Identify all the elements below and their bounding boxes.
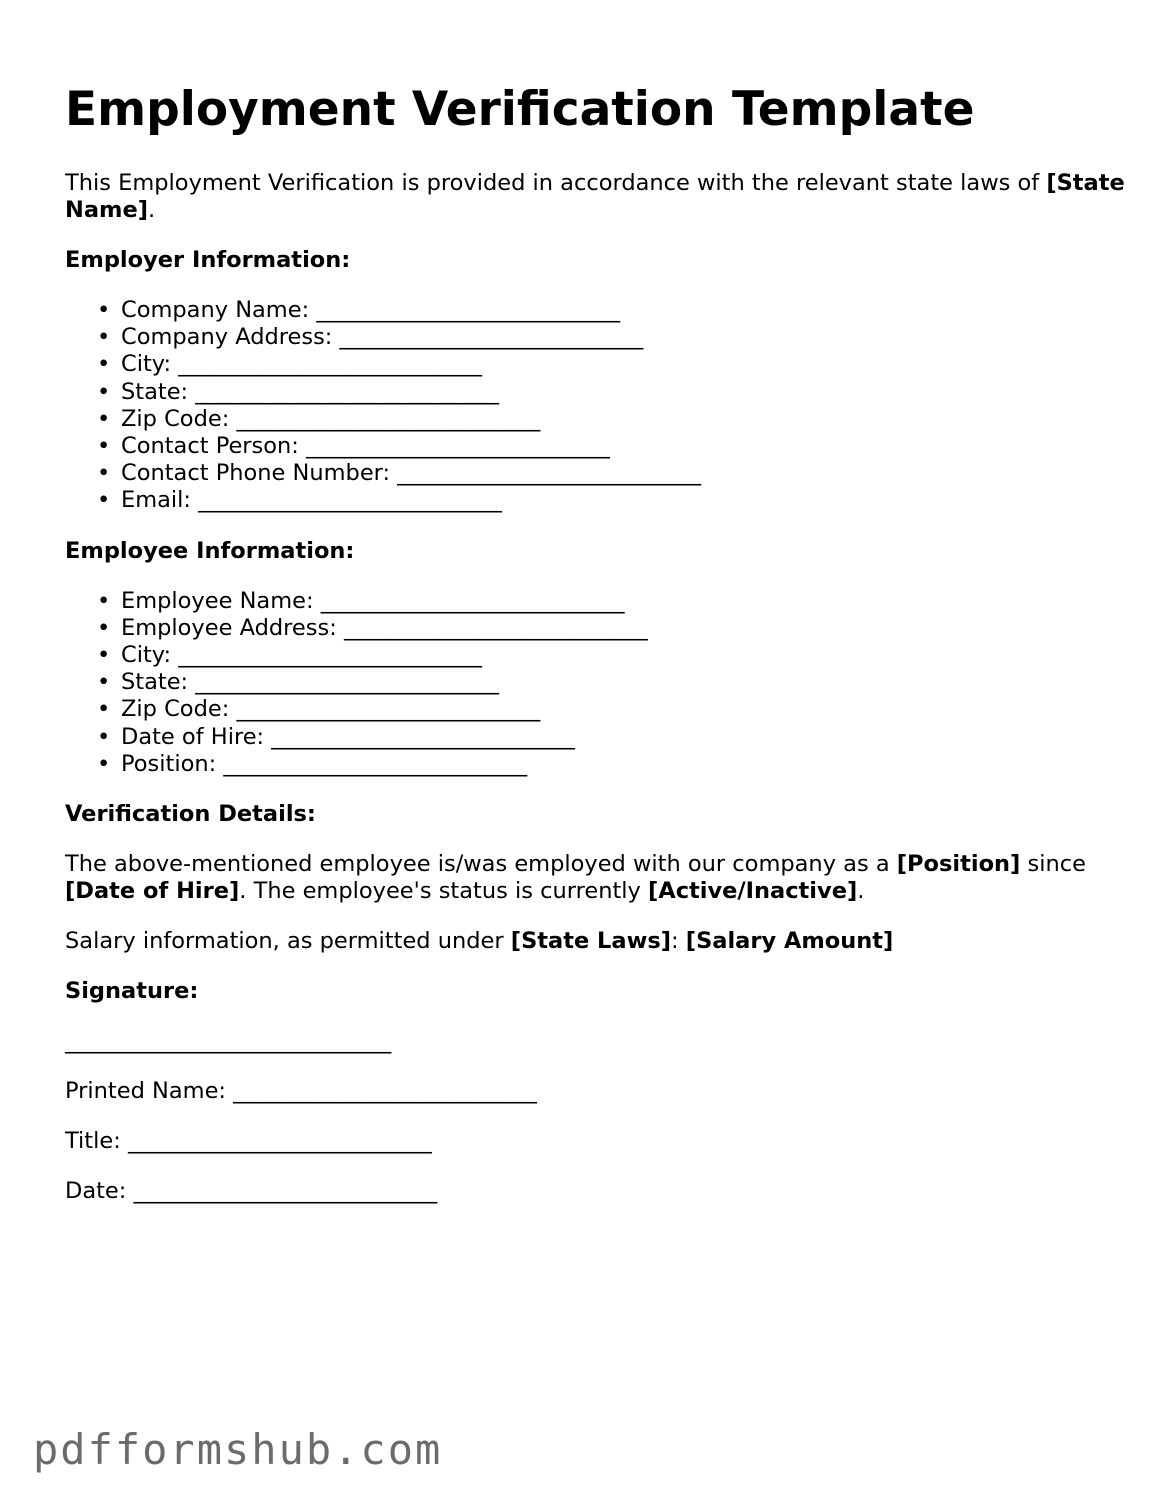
verification-heading: Verification Details:	[65, 801, 316, 828]
intro-paragraph	[65, 170, 1125, 224]
signature-heading: Signature:	[65, 978, 199, 1005]
document-page	[65, 78, 1125, 1205]
employee-heading: Employee Information:	[65, 537, 355, 564]
bullet-icon: •	[97, 378, 111, 405]
employer-field-blank[interactable]: ___________________________	[306, 433, 610, 460]
employer-field-label: Company Address:	[121, 324, 340, 351]
verification-text-c: . The employee's status is currently	[239, 878, 648, 905]
employee-field-blank[interactable]: ___________________________	[271, 723, 576, 750]
bullet-icon: •	[97, 433, 111, 460]
employee-field-label: City:	[121, 642, 179, 669]
date-label: Date:	[65, 1178, 134, 1205]
employer-list-item[interactable]	[97, 324, 1125, 351]
title-blank[interactable]: ___________________________	[127, 1128, 432, 1155]
employee-list-item[interactable]	[97, 750, 1125, 778]
employee-field-label: State:	[121, 669, 196, 696]
employer-list-item[interactable]	[97, 433, 1125, 460]
employer-field-blank[interactable]: ___________________________	[195, 378, 500, 405]
title-field[interactable]	[65, 1128, 1125, 1155]
bullet-icon: •	[97, 460, 111, 487]
employer-field-blank[interactable]: ___________________________	[236, 405, 541, 432]
employer-list	[65, 297, 1125, 515]
employer-field-blank[interactable]: ___________________________	[397, 460, 702, 487]
employer-field-label: Zip Code:	[121, 405, 237, 432]
signature-line[interactable]: _____________________________	[65, 1028, 392, 1055]
state-name-placeholder: [State Name]	[65, 170, 1125, 223]
employee-field-label: Employee Address:	[121, 614, 344, 641]
employee-field-blank[interactable]: ___________________________	[195, 669, 500, 696]
employee-field-blank[interactable]: ___________________________	[320, 587, 625, 614]
title-label: Title:	[65, 1128, 128, 1155]
bullet-icon: •	[97, 669, 111, 696]
date-of-hire-placeholder: [Date of Hire]	[65, 878, 240, 905]
employee-field-blank[interactable]: ___________________________	[343, 614, 648, 641]
employer-heading: Employer Information:	[65, 247, 351, 273]
salary-text-a: Salary information, as permitted under	[65, 928, 511, 955]
employer-field-blank[interactable]: ___________________________	[339, 324, 644, 351]
page-title: Employment Verification Template	[65, 82, 975, 137]
employee-list-item[interactable]	[97, 642, 1125, 669]
bullet-icon: •	[97, 405, 111, 432]
bullet-icon: •	[97, 723, 111, 750]
salary-paragraph	[65, 928, 1125, 955]
intro-period: .	[148, 197, 156, 223]
printed-name-label: Printed Name:	[65, 1078, 234, 1105]
printed-name-blank[interactable]: ___________________________	[233, 1078, 537, 1105]
state-laws-placeholder: [State Laws]	[510, 928, 672, 955]
date-blank[interactable]: ___________________________	[133, 1178, 438, 1205]
position-placeholder: [Position]	[896, 851, 1021, 878]
employer-list-item[interactable]	[97, 351, 1125, 378]
employer-list-item[interactable]	[97, 297, 1125, 324]
verification-text-b: since	[1020, 851, 1086, 878]
employer-field-label: City:	[121, 351, 179, 378]
employer-list-item[interactable]	[97, 487, 1125, 514]
bullet-icon: •	[97, 297, 111, 323]
verification-text-a: The above-mentioned employee is/was employed with our company as a	[65, 851, 897, 878]
bullet-icon: •	[97, 324, 111, 351]
watermark-logo: pdfformshub.com	[33, 1425, 443, 1474]
intro-text: This Employment Verification is provided in accordance with the relevant state laws of	[65, 170, 1047, 196]
employer-field-label: Contact Person:	[121, 433, 307, 460]
employee-field-label: Employee Name:	[121, 587, 321, 614]
employee-list-item[interactable]	[97, 696, 1125, 723]
employee-field-label: Date of Hire:	[121, 723, 272, 750]
verification-paragraph	[65, 851, 1125, 905]
employee-list-item[interactable]	[97, 723, 1125, 751]
employer-field-blank[interactable]: ___________________________	[178, 351, 482, 378]
employer-list-item[interactable]	[97, 378, 1125, 406]
employer-field-label: Email:	[121, 487, 199, 514]
bullet-icon: •	[97, 750, 111, 777]
bullet-icon: •	[97, 587, 111, 614]
bullet-icon: •	[97, 487, 111, 514]
employee-field-label: Zip Code:	[121, 696, 237, 723]
bullet-icon: •	[97, 614, 111, 641]
employee-field-blank[interactable]: ___________________________	[178, 642, 482, 669]
printed-name-field[interactable]	[65, 1078, 1125, 1105]
employer-field-blank[interactable]: ___________________________	[198, 487, 502, 514]
employer-list-item[interactable]	[97, 460, 1125, 487]
salary-text-b: :	[671, 928, 686, 955]
verification-text-d: .	[857, 878, 865, 905]
employee-field-blank[interactable]: ___________________________	[236, 696, 541, 723]
employer-field-label: Company Name:	[121, 297, 317, 323]
bullet-icon: •	[97, 351, 111, 378]
salary-amount-placeholder: [Salary Amount]	[685, 928, 894, 955]
employee-list	[65, 588, 1125, 778]
bullet-icon: •	[97, 642, 111, 669]
employer-field-blank[interactable]: ___________________________	[316, 297, 621, 323]
employee-field-blank[interactable]: ___________________________	[223, 750, 528, 777]
date-field[interactable]	[65, 1178, 1125, 1205]
employee-list-item[interactable]	[97, 669, 1125, 696]
employer-field-label: State:	[121, 378, 196, 405]
employer-list-item[interactable]	[97, 405, 1125, 433]
status-placeholder: [Active/Inactive]	[648, 878, 858, 905]
bullet-icon: •	[97, 696, 111, 723]
employee-field-label: Position:	[121, 750, 224, 777]
employer-field-label: Contact Phone Number:	[121, 460, 398, 487]
employee-list-item[interactable]	[97, 587, 1125, 615]
employee-list-item[interactable]	[97, 614, 1125, 642]
